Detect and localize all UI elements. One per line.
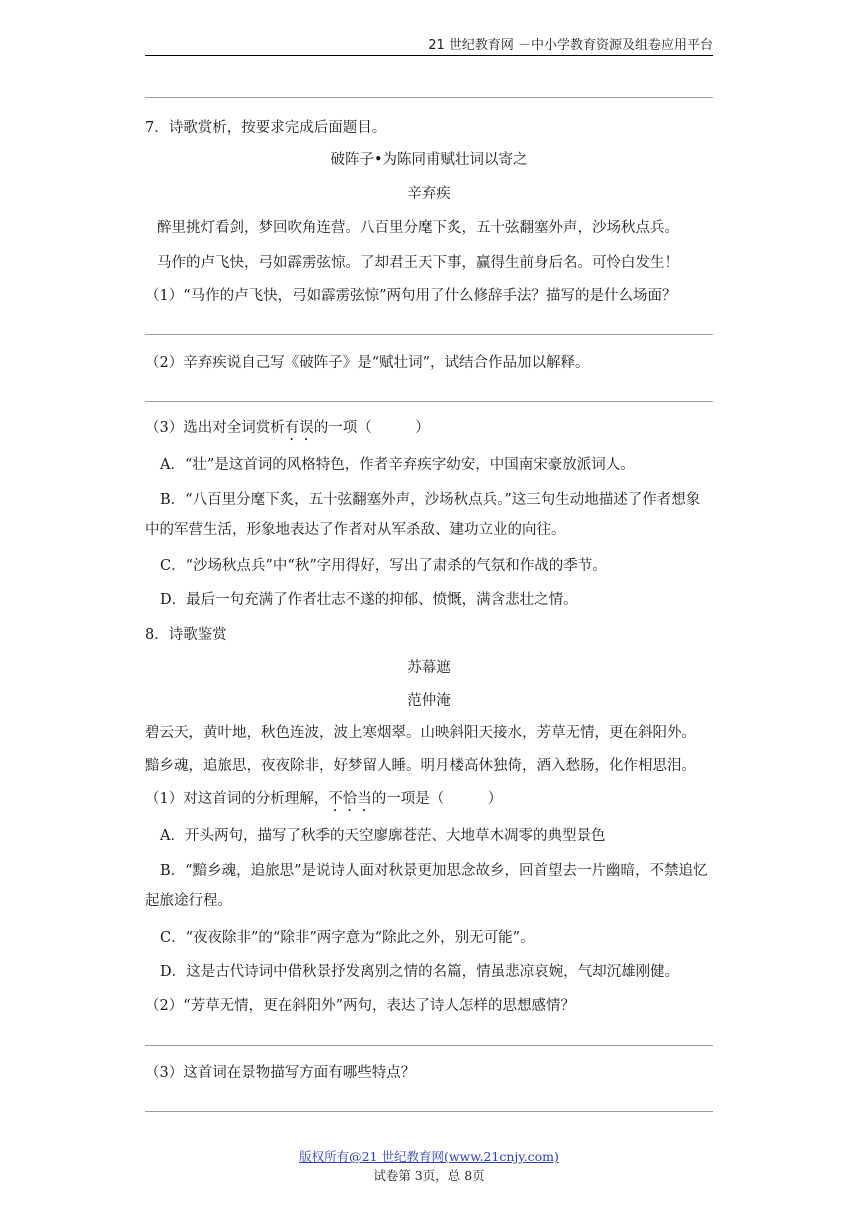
q7-sub3 — [145, 418, 720, 444]
q7-sub1: （1）“马作的卢飞快，弓如霹雳弦惊”两句用了什么修辞手法？描写的是什么场面？ — [145, 288, 677, 304]
q8-option-a[interactable]: A．开头两句，描写了秋季的天空廖廓苍茫、大地草木凋零的典型景色 — [160, 828, 606, 844]
q8-sub1-suffix: 的一项是（ ） — [371, 791, 503, 807]
q8-poem-line-2: 黯乡魂，追旅思，夜夜除非，好梦留人睡。明月楼高休独倚，酒入愁肠，化作相思泪。 — [145, 758, 696, 774]
q7-poem-author: 辛弃疾 — [407, 186, 451, 202]
q7-sub1-answer-line[interactable] — [145, 334, 713, 335]
q8-poem-title: 苏幕遮 — [407, 660, 451, 676]
q8-sub3: （3）这首词在景物描写方面有哪些特点？ — [145, 1065, 416, 1081]
q8-stem: 8．诗歌鉴赏 — [145, 627, 227, 643]
q7-option-a[interactable]: A．“壮”是这首词的风格特色，作者辛弃疾字幼安，中国南宋豪放派词人。 — [160, 457, 635, 473]
page-header: 21 世纪教育网 －中小学教育资源及组卷应用平台 — [428, 38, 713, 53]
q7-sub2-answer-line[interactable] — [145, 401, 713, 402]
q8-sub1 — [145, 789, 720, 815]
q8-sub2-answer-line[interactable] — [145, 1045, 713, 1046]
q7-option-c[interactable]: C．“沙场秋点兵”中“秋”字用得好，写出了肃杀的气氛和作战的季节。 — [160, 558, 607, 574]
q7-poem-line-1: 醉里挑灯看剑，梦回吹角连营。八百里分麾下炙，五十弦翻塞外声，沙场秋点兵。 — [157, 220, 679, 236]
q7-poem-line-2: 马作的卢飞快，弓如霹雳弦惊。了却君王天下事，赢得生前身后名。可怜白发生！ — [157, 255, 679, 271]
q7-option-d[interactable]: D．最后一句充满了作者壮志不遂的抑郁、愤慨，满含悲壮之情。 — [160, 592, 578, 608]
q7-sub3-prefix: （3）选出对全词赏析 — [145, 420, 285, 436]
q8-sub1-prefix: （1）对这首词的分析理解， — [145, 791, 329, 807]
q7-sub2: （2）辛弃疾说自己写《破阵子》是“赋壮词”，试结合作品加以解释。 — [145, 355, 590, 371]
copyright-link[interactable]: 版权所有@21 世纪教育网(www.21cnjy.com) — [299, 1149, 559, 1164]
q7-option-b[interactable]: B．“八百里分麾下炙，五十弦翻塞外声，沙场秋点兵。”这三句生动地描述了作者想象中的军营生活，形象地表达了作者对从军杀敌、建功立业的向往。 — [145, 492, 701, 538]
q8-option-c[interactable]: C．“夜夜除非”的“除非”两字意为“除此之外，别无可能”。 — [160, 930, 535, 946]
q7-sub3-suffix: 的一项（ ） — [313, 420, 430, 436]
q8-sub1-emphasis: 不恰当 — [328, 791, 372, 807]
q8-option-b[interactable]: B．“黯乡魂，追旅思”是说诗人面对秋景更加思念故乡，回首望去一片幽暗，不禁追忆起旅途行程。 — [145, 863, 708, 909]
q8-poem-line-1: 碧云天，黄叶地，秋色连波，波上寒烟翠。山映斜阳天接水，芳草无情，更在斜阳外。 — [145, 725, 696, 741]
q8-poem-author: 范仲淹 — [407, 693, 451, 709]
q8-sub3-answer-line[interactable] — [145, 1111, 713, 1112]
page-number: 试卷第 3页，总 8页 — [373, 1168, 485, 1183]
q7-poem-title: 破阵子•为陈同甫赋壮词以寄之 — [330, 152, 528, 168]
header-divider — [145, 55, 713, 56]
q8-sub2: （2）“芳草无情，更在斜阳外”两句，表达了诗人怎样的思想感情？ — [145, 998, 576, 1014]
q8-option-d[interactable]: D．这是古代诗词中借秋景抒发离别之情的名篇，情虽悲凉哀婉，气却沉雄刚健。 — [160, 964, 680, 980]
q7-sub3-emphasis: 有误 — [284, 420, 314, 436]
q7-stem: 7．诗歌赏析，按要求完成后面题目。 — [145, 120, 387, 136]
top-divider — [145, 97, 713, 98]
